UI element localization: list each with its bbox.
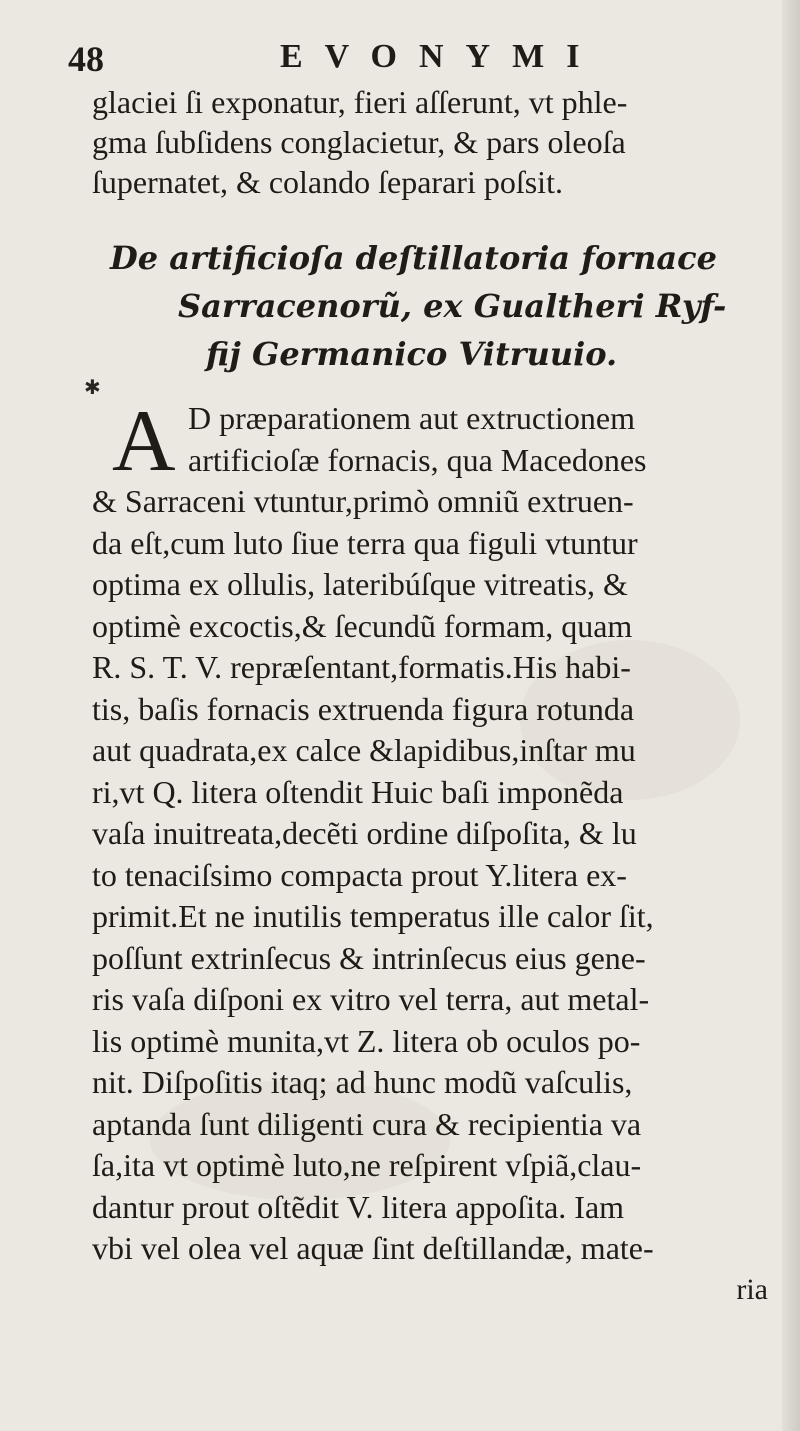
text-line: tis, baſis fornacis extruenda figura rotunda xyxy=(92,690,635,727)
text-line: ris vaſa diſponi ex vitro vel terra, aut metal- xyxy=(92,981,650,1017)
text-line: nit. Diſpoſitis itaq; ad hunc modũ vaſculis, xyxy=(92,1064,633,1100)
text-line: ſa,ita vt optimè luto,ne reſpirent vſpiã,clau- xyxy=(92,1147,642,1183)
heading-line: fij Germanico Vitruuio. xyxy=(206,335,618,373)
text-line: optimè excoctis,& ſecundũ formam, quam xyxy=(92,607,633,644)
text-line: to tenaciſsimo compacta prout Y.litera ex- xyxy=(92,856,627,893)
text-block xyxy=(92,82,792,1310)
drop-cap: A xyxy=(112,393,176,490)
text-line: R. S. T. V. repræſentant,formatis.His habi- xyxy=(92,649,631,685)
running-head xyxy=(60,38,780,82)
text-line: artificioſæ fornacis, qua Macedones xyxy=(188,441,647,478)
text-line: vaſa inuitreata,decẽti ordine diſpoſita, & lu xyxy=(92,815,637,851)
page-number: 48 xyxy=(68,39,104,79)
catchword: ria xyxy=(736,1272,768,1306)
text-line: D præparationem aut extructionem xyxy=(188,400,635,436)
text-line: ſupernatet, & colando ſeparari poſsit. xyxy=(92,164,563,200)
text-line: da eſt,cum luto ſiue terra qua figuli vtuntur xyxy=(92,524,638,561)
text-line: dantur prout oſtẽdit V. litera appoſita. Iam xyxy=(92,1188,625,1225)
heading-line: De artificioſa deſtillatoria fornace xyxy=(110,239,717,277)
text-line: gma ſubſidens conglacietur, & pars oleoſa xyxy=(92,124,626,160)
paragraph-1 xyxy=(92,82,792,202)
text-line: aptanda ſunt diligenti cura & recipientia va xyxy=(92,1105,642,1142)
text-line: ri,vt Q. litera oſtendit Huic baſi imponẽda xyxy=(92,773,624,810)
text-line: poſſunt extrinſecus & intrinſecus eius gene- xyxy=(92,939,646,976)
running-title: EVONYMI xyxy=(280,38,602,75)
text-line: vbi vel olea vel aquæ ſint deſtillandæ, mate- xyxy=(92,1230,654,1266)
text-line: optima ex ollulis, lateribúſque vitreatis, & xyxy=(92,566,628,602)
text-line: lis optimè munita,vt Z. litera ob oculos po- xyxy=(92,1022,641,1059)
ornament-icon: ✱ xyxy=(84,377,101,399)
section-heading xyxy=(110,234,792,378)
paragraph-2 xyxy=(92,393,792,1270)
text-line: & Sarraceni vtuntur,primò omniũ extruen- xyxy=(92,483,634,519)
text-line: aut quadrata,ex calce &lapidibus,inſtar mu xyxy=(92,732,636,768)
text-line: primit.Et ne inutilis temperatus ille calor ſit, xyxy=(92,898,654,934)
heading-line: Sarracenorũ, ex Gualtheri Ryf- xyxy=(178,287,727,325)
text-line: glaciei ſi exponatur, fieri aſſerunt, vt phle- xyxy=(92,84,628,120)
